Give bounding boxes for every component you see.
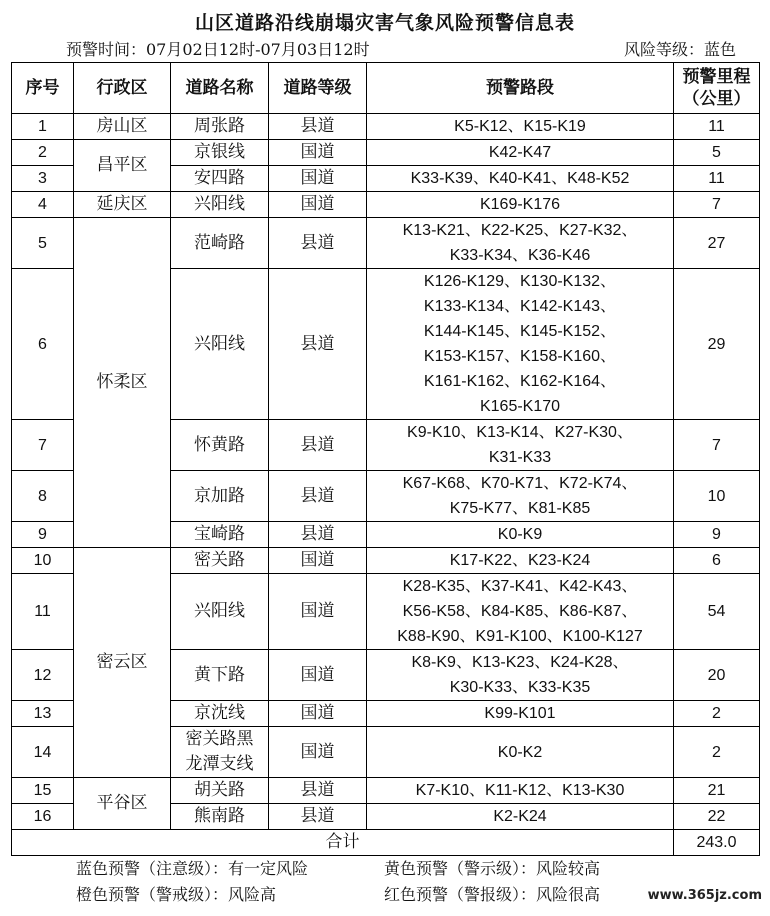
legend-blue: 蓝色预警（注意级）：有一定风险 — [76, 859, 309, 878]
legend-red: 红色预警（警报级）：风险很高 — [384, 885, 601, 904]
table-row: 1 房山区 周张路 县道 K5-K12、K15-K19 11 — [12, 114, 760, 140]
table-row: 5 怀柔区 范崎路 县道 K13-K21、K22-K25、K27-K32、 K33-K34、K36-K46 27 — [12, 218, 760, 269]
table-row: 7 怀黄路 县道 K9-K10、K13-K14、K27-K30、 K31-K33 7 — [12, 420, 760, 471]
header-grade: 道路等级 — [269, 63, 367, 114]
header-road: 道路名称 — [171, 63, 269, 114]
legend-orange: 橙色预警（警戒级）：风险高 — [76, 885, 277, 904]
warning-table — [11, 62, 760, 856]
page-title: 山区道路沿线崩塌灾害气象风险预警信息表 — [194, 12, 575, 34]
district-cell: 房山区 — [74, 114, 171, 140]
table-row: 11 兴阳线 国道 K28-K35、K37-K41、K42-K43、 K56-K58、K84-K85、K86-K87、 K88-K90、K91-K100、K100-K127 54 — [12, 574, 760, 650]
district-cell: 怀柔区 — [74, 218, 171, 548]
table-row: 6 兴阳线 县道 K126-K129、K130-K132、 K133-K134、K142-K143、 K144-K145、K145-K152、 K153-K157、K158-K160、 K161-K162、K162-K164、 K165-K170 29 — [12, 269, 760, 420]
road-cell-multiline: 密关路黑 龙潭支线 — [171, 727, 269, 778]
table-row: 8 京加路 县道 K67-K68、K70-K71、K72-K74、 K75-K77、K81-K85 10 — [12, 471, 760, 522]
district-cell: 昌平区 — [74, 140, 171, 192]
total-label: 合计 — [12, 830, 674, 856]
table-row: 14 密关路黑 龙潭支线 国道 K0-K2 2 — [12, 727, 760, 778]
district-cell: 平谷区 — [74, 778, 171, 830]
table-row: 13 京沈线 国道 K99-K101 2 — [12, 701, 760, 727]
risk-level: 风险等级：蓝色 — [623, 40, 736, 59]
header-km: 预警里程 （公里） — [674, 63, 760, 114]
table-row: 9 宝崎路 县道 K0-K9 9 — [12, 522, 760, 548]
district-cell: 密云区 — [74, 548, 171, 778]
table-row: 2 昌平区 京银线 国道 K42-K47 5 — [12, 140, 760, 166]
table-row: 3 安四路 国道 K33-K39、K40-K41、K48-K52 11 — [12, 166, 760, 192]
district-cell: 延庆区 — [74, 192, 171, 218]
table-row: 12 黄下路 国道 K8-K9、K13-K23、K24-K28、 K30-K33、K33-K35 20 — [12, 650, 760, 701]
table-row: 16 熊南路 县道 K2-K24 22 — [12, 804, 760, 830]
watermark: www.365jz.com — [647, 888, 762, 903]
header-no: 序号 — [12, 63, 74, 114]
table-row: 4 延庆区 兴阳线 国道 K169-K176 7 — [12, 192, 760, 218]
header-section: 预警路段 — [367, 63, 674, 114]
table-row: 10 密云区 密关路 国道 K17-K22、K23-K24 6 — [12, 548, 760, 574]
total-value: 243.0 — [674, 830, 760, 856]
table-row: 15 平谷区 胡关路 县道 K7-K10、K11-K12、K13-K30 21 — [12, 778, 760, 804]
legend-yellow: 黄色预警（警示级）：风险较高 — [384, 859, 601, 878]
header-district: 行政区 — [74, 63, 171, 114]
warning-time: 预警时间：07月02日12时-07月03日12时 — [66, 40, 370, 59]
total-row — [12, 830, 760, 856]
header-row — [12, 63, 760, 114]
